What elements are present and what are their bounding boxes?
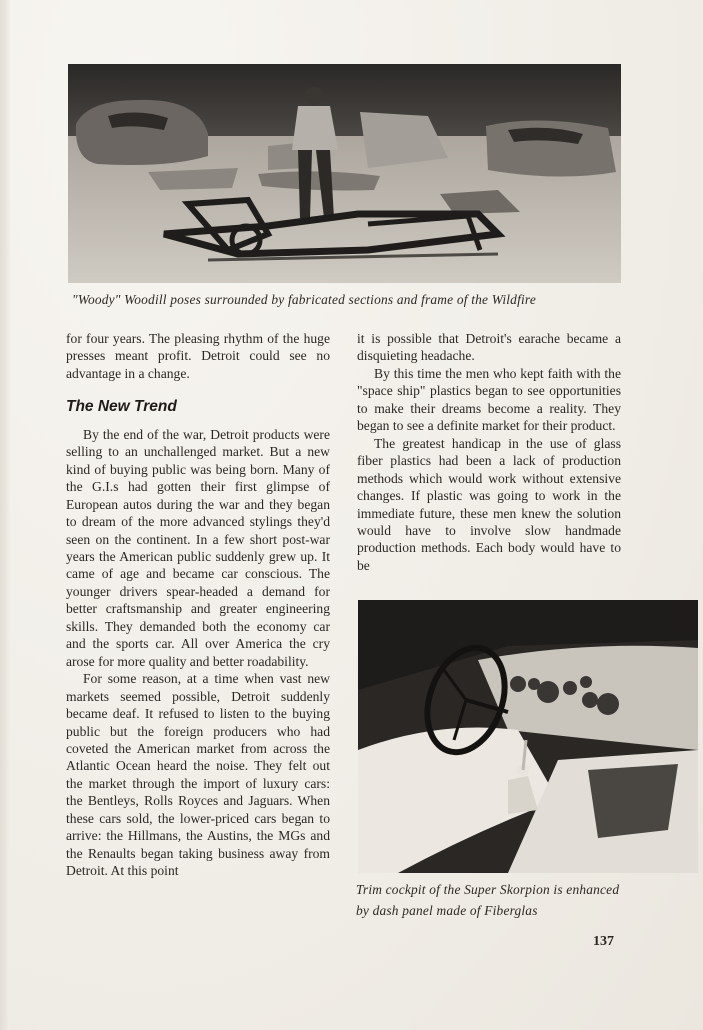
woodill-photo <box>68 64 621 283</box>
paragraph: By this time the men who kept faith with the "space ship" plastics began to see opportunities to make their dreams become a reality. They began to see a definite market for their product. <box>357 365 621 434</box>
page-number: 137 <box>593 934 614 949</box>
section-heading: The New Trend <box>66 398 177 416</box>
paragraph: By the end of the war, Detroit products were selling to an unchallenged market. But a new kind of buying public was being born. Many of the G.I.s had gotten their first glimpse of European autos during the war and they began to dream of the more advanced stylings they'd seen on the continent. In a few short post-war years the American public suddenly grew up. It came of age and became car conscious. The younger drivers spear-headed a demand for better craftsmanship and greater engineering skills. They demanded both the economy car and the sports car. All over America the cry arose for more quality and better roadability. <box>66 426 330 669</box>
page-edge <box>0 0 10 1030</box>
paragraph: it is possible that Detroit's earache became a disquieting headache. <box>357 331 621 364</box>
photo-caption-cockpit: Trim cockpit of the Super Skorpion is enhanced by dash panel made of Fiberglas <box>356 882 620 918</box>
photo-caption-top: "Woody" Woodill poses surrounded by fabricated sections and frame of the Wildfire <box>72 292 536 307</box>
paragraph: for four years. The pleasing rhythm of the huge presses meant profit. Detroit could see no advantage in a change. <box>66 331 330 381</box>
cockpit-photo <box>358 600 698 873</box>
paragraph: The greatest handicap in the use of glass fiber plastics had been a lack of production methods which would work without extensive changes. If plastic was going to work in the immediate future, these men knew the solution would have to involve slow handmade production methods. Each body would have to be <box>357 435 621 573</box>
paragraph: For some reason, at a time when vast new markets seemed possible, Detroit suddenly became deaf. It refused to listen to the buying public but the foreign producers who had coveted the American market from across the Atlantic Ocean heard the noise. They felt out the market through the import of luxury cars: the Bentleys, Rolls Royces and Jaguars. When these cars sold, the lower-priced cars began to arrive: the Hillmans, the Austins, the MGs and the Renaults began taking business away from Detroit. At this point <box>66 671 330 879</box>
right-column <box>357 330 621 574</box>
left-column <box>66 330 330 880</box>
